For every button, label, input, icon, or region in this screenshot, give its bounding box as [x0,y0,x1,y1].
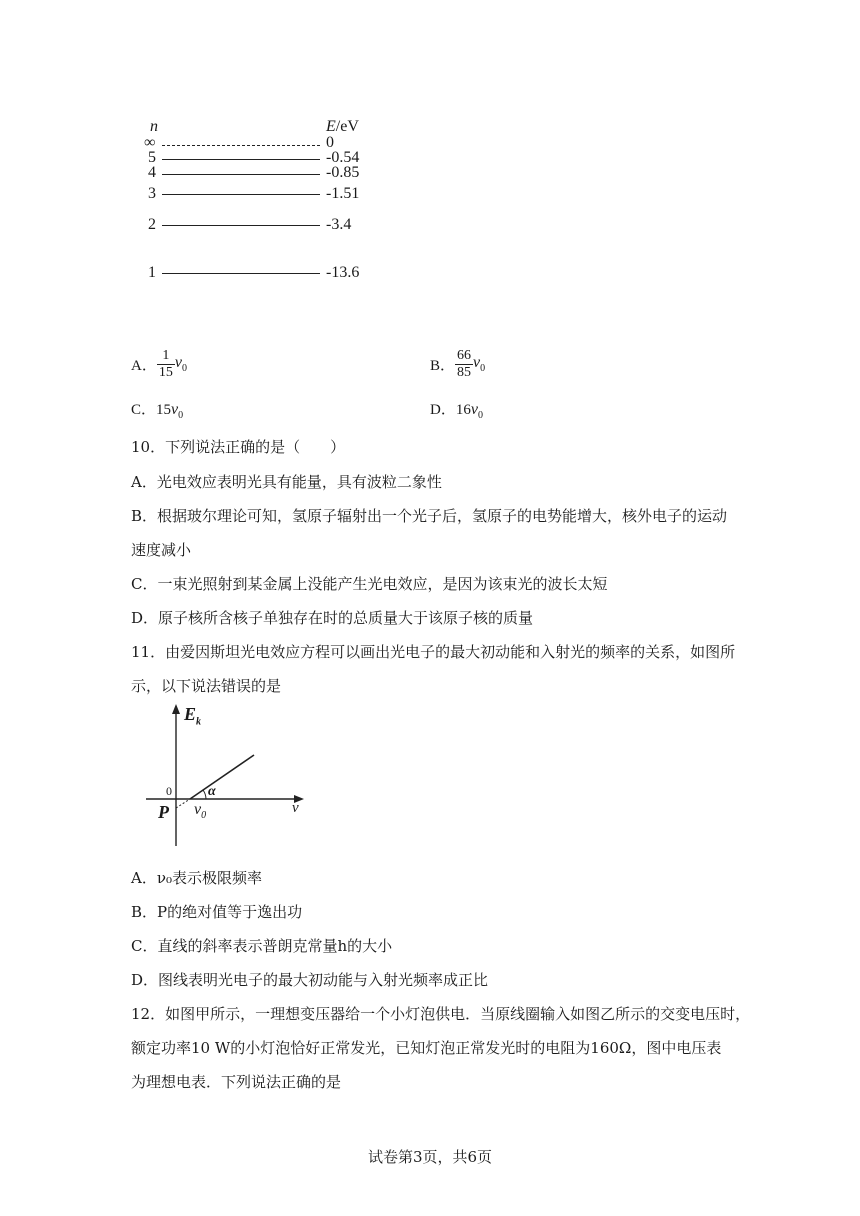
fraction [455,348,473,381]
q9-option-b [430,346,485,382]
graph-svg [142,700,312,850]
x-axis-label: ν [292,800,299,816]
fraction-numerator: 1 [157,348,175,365]
level-line-4 [162,174,320,175]
q10-option-b-line2: 速度减小 [131,541,192,559]
level-n-3: 3 [148,185,156,202]
level-n-1: 1 [148,264,156,281]
q11-option-a: A．ν₀表示极限频率 [131,869,262,887]
option-label: A． [131,357,157,374]
q10-option-c: C．一束光照射到某金属上没能产生光电效应，是因为该束光的波长太短 [131,575,608,593]
y-axis-label: $E_k$ [184,704,202,728]
level-n-2: 2 [148,216,156,233]
level-e-4: -0.85 [326,164,360,181]
fraction-numerator: 66 [457,347,472,363]
q10-option-d: D．原子核所含核子单独存在时的总质量大于该原子核的质量 [131,609,534,627]
q10-stem: 10．下列说法正确的是（ ） [131,438,346,456]
coefficient: 16 [455,402,471,418]
nu0-symbol: $\nu_0$ [174,353,187,375]
level-line-1 [162,273,320,274]
q12-stem-line1: 12．如图甲所示，一理想变压器给一个小灯泡供电．当原线圈输入如图乙所示的交变电压时， [131,1005,751,1023]
nu0-symbol: $\nu_0$ [473,353,486,375]
option-label: C． [131,402,157,418]
energy-level-diagram [140,118,380,288]
nu0-label: $\nu_0$ [194,801,207,822]
level-line-3 [162,194,320,195]
q11-option-b: B．P的绝对值等于逸出功 [131,903,303,921]
e-axis-header: E/eV [326,118,359,135]
option-label: D． [430,402,456,418]
coefficient: 15 [156,402,172,418]
level-e-5: -0.54 [326,149,360,166]
level-n-4: 4 [148,164,156,181]
nu0-symbol: $\nu_0$ [171,401,184,422]
level-line-inf [162,145,320,146]
origin-label: 0 [166,784,172,798]
level-line-2 [162,225,320,226]
level-e-inf: 0 [326,134,334,151]
q11-stem-line1: 11．由爱因斯坦光电效应方程可以画出光电子的最大初动能和入射光的频率的关系，如图所 [131,643,736,661]
q11-option-d: D．图线表明光电子的最大初动能与入射光频率成正比 [131,971,489,989]
level-e-3: -1.51 [326,185,360,202]
angle-label: α [208,784,216,799]
q11-stem-line2: 示，以下说法错误的是 [131,677,282,695]
nu0-symbol: $\nu_0$ [470,401,483,422]
level-n-inf: ∞ [144,134,156,151]
n-axis-header: n [150,118,158,135]
q12-stem-line2: 额定功率10 W的小灯泡恰好正常发光，已知灯泡正常发光时的电阻为160Ω，图中电压表 [131,1039,722,1057]
q9-option-c [131,398,183,421]
q10-option-b-line1: B．根据玻尔理论可知，氢原子辐射出一个光子后，氢原子的电势能增大，核外电子的运动 [131,507,728,525]
q12-stem-line3: 为理想电表．下列说法正确的是 [131,1073,342,1091]
fraction-denominator: 15 [158,364,173,380]
page-footer: 试卷第3页，共6页 [367,1148,493,1166]
q10-option-a: A．光电效应表明光具有能量，具有波粒二象性 [131,473,442,491]
photoelectric-graph [142,700,312,850]
level-e-2: -3.4 [326,216,352,233]
q11-option-c: C．直线的斜率表示普朗克常量h的大小 [131,937,393,955]
level-n-5: 5 [148,149,156,166]
fraction [157,348,175,381]
level-line-5 [162,159,320,160]
q9-option-a [131,346,187,382]
q9-option-d [430,398,483,421]
option-label: B． [430,357,456,374]
fraction-denominator: 85 [457,364,472,380]
level-e-1: -13.6 [326,264,360,281]
p-label: P [158,802,169,822]
